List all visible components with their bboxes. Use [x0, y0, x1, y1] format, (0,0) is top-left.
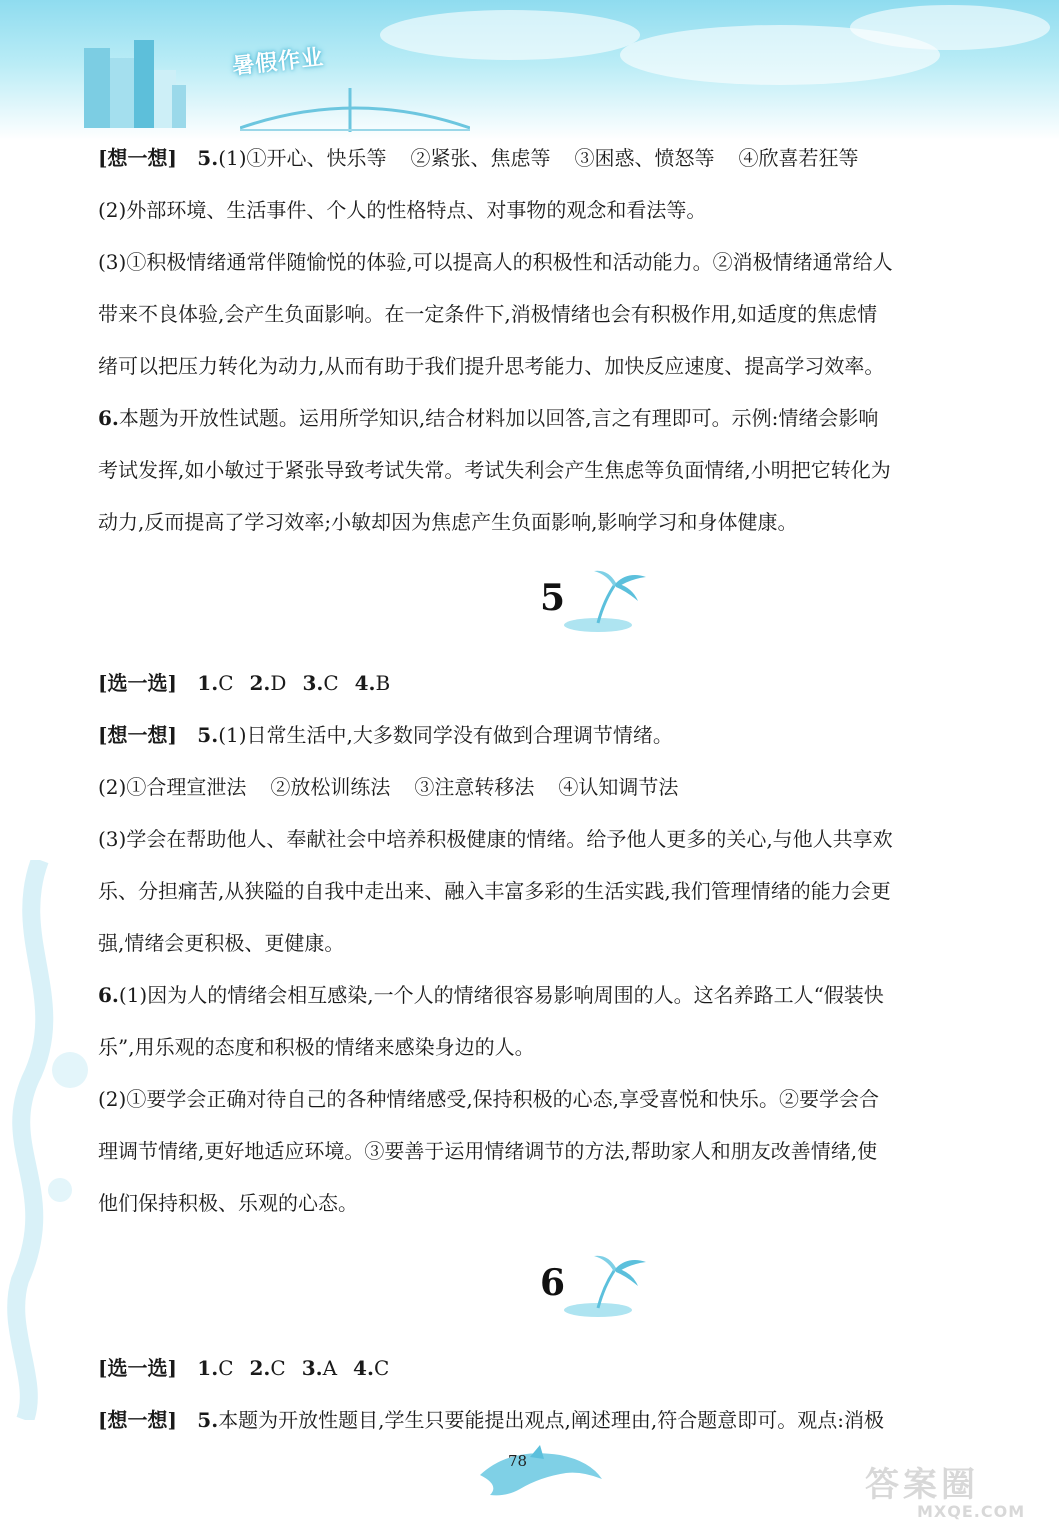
question-number: 4. [354, 671, 376, 695]
unit-number: 5 [540, 577, 566, 619]
answer-line: 带来不良体验,会产生负面影响。在一定条件下,消极情绪也会有积极作用,如适度的焦虑情 [98, 302, 878, 326]
choice-answer: C [270, 1356, 286, 1380]
question-number: 2. [249, 671, 271, 695]
answer-line: 考试发挥,如小敏过于紧张导致考试失常。考试失利会产生焦虑等负面情绪,小明把它转化为 [98, 458, 891, 482]
section-tag: [想一想] [98, 1408, 177, 1432]
cloud-decoration [380, 10, 640, 60]
splash-decoration-icon [0, 860, 110, 1420]
answer-text: ②紧张、焦虑等 [410, 146, 551, 170]
choice-answer: A [322, 1356, 338, 1380]
palm-island-icon [558, 565, 658, 635]
answer-text: ②放松训练法 [270, 775, 391, 799]
books-icon [80, 30, 190, 130]
unit-heading-6 [540, 1250, 660, 1330]
choice-answer: C [323, 671, 339, 695]
unit5-content [98, 657, 1004, 1229]
question-number: 3. [302, 671, 324, 695]
banner-title: 暑假作业 [231, 45, 326, 80]
section-tag: [选一选] [98, 671, 177, 695]
unit-number: 6 [540, 1262, 566, 1304]
answer-line: 他们保持积极、乐观的心态。 [98, 1191, 358, 1215]
answer-line [98, 761, 1004, 813]
answer-text: ④欣喜若狂等 [738, 146, 859, 170]
question-number: 2. [249, 1356, 271, 1380]
answer-content [98, 132, 1004, 548]
bridge-icon [240, 88, 470, 133]
question-number: 6. [98, 983, 119, 1007]
answer-text: ③注意转移法 [414, 775, 535, 799]
answer-line: 强,情绪会更积极、更健康。 [98, 931, 345, 955]
watermark-url: MXQE.COM [917, 1502, 1026, 1521]
answer-line: 理调节情绪,更好地适应环境。③要善于运用情绪调节的方法,帮助家人和朋友改善情绪,使 [98, 1139, 878, 1163]
question-number: 5. [197, 1408, 219, 1432]
question-number: 5. [197, 723, 219, 747]
section-tag: [想一想] [98, 146, 177, 170]
header-banner [0, 0, 1059, 140]
answer-line: (2)外部环境、生活事件、个人的性格特点、对事物的观念和看法等。 [98, 198, 707, 222]
dolphin-icon [470, 1445, 610, 1505]
question-number: 1. [197, 1356, 219, 1380]
unit6-content [98, 1342, 1004, 1446]
palm-island-icon [558, 1250, 658, 1320]
section-tag: [选一选] [98, 1356, 177, 1380]
answer-line [98, 1394, 1004, 1446]
answer-text: (1)①开心、快乐等 [218, 146, 387, 170]
answer-line [98, 969, 1004, 1021]
page-number: 78 [508, 1452, 528, 1470]
answer-line [98, 657, 1004, 709]
answer-line: (3)学会在帮助他人、奉献社会中培养积极健康的情绪。给予他人更多的关心,与他人共享欢 [98, 827, 893, 851]
unit-heading-5 [540, 565, 660, 645]
question-number: 1. [197, 671, 219, 695]
answer-text: ③困惑、愤怒等 [574, 146, 715, 170]
answer-line: (2)①要学会正确对待自己的各种情绪感受,保持积极的心态,享受喜悦和快乐。②要学会合 [98, 1087, 880, 1111]
answer-line [98, 132, 1004, 184]
question-number: 4. [353, 1356, 374, 1380]
choice-answer: C [373, 1356, 390, 1380]
question-number: 6. [98, 406, 119, 430]
answer-text: ④认知调节法 [558, 775, 679, 799]
question-number: 3. [301, 1356, 323, 1380]
watermark-logo: 答案圈 [865, 1465, 979, 1505]
answer-text: 本题为开放性题目,学生只要能提出观点,阐述理由,符合题意即可。观点:消极 [218, 1408, 884, 1432]
answer-line [98, 709, 1004, 761]
watermark [865, 1466, 1045, 1526]
answer-text: (1)因为人的情绪会相互感染,一个人的情绪很容易影响周围的人。这名养路工人“假装快 [118, 983, 884, 1007]
choice-answer: D [270, 671, 287, 695]
answer-line [98, 1342, 1004, 1394]
answer-text: 本题为开放性试题。运用所学知识,结合材料加以回答,言之有理即可。示例:情绪会影响 [118, 406, 879, 430]
choice-answer: C [218, 671, 234, 695]
choice-answer: B [375, 671, 391, 695]
question-number: 5. [197, 146, 219, 170]
answer-line: (3)①积极情绪通常伴随愉悦的体验,可以提高人的积极性和活动能力。②消极情绪通常给人 [98, 250, 893, 274]
section-tag: [想一想] [98, 723, 177, 747]
cloud-decoration [850, 5, 1050, 50]
answer-text: (1)日常生活中,大多数同学没有做到合理调节情绪。 [218, 723, 673, 747]
answer-text: (2)①合理宣泄法 [98, 775, 247, 799]
answer-line: 乐”,用乐观的态度和积极的情绪来感染身边的人。 [98, 1035, 535, 1059]
answer-line: 绪可以把压力转化为动力,从而有助于我们提升思考能力、加快反应速度、提高学习效率。 [98, 354, 885, 378]
answer-line [98, 392, 1004, 444]
choice-answer: C [218, 1356, 234, 1380]
answer-line: 乐、分担痛苦,从狭隘的自我中走出来、融入丰富多彩的生活实践,我们管理情绪的能力会更 [98, 879, 891, 903]
answer-line: 动力,反而提高了学习效率;小敏却因为焦虑产生负面影响,影响学习和身体健康。 [98, 510, 798, 534]
